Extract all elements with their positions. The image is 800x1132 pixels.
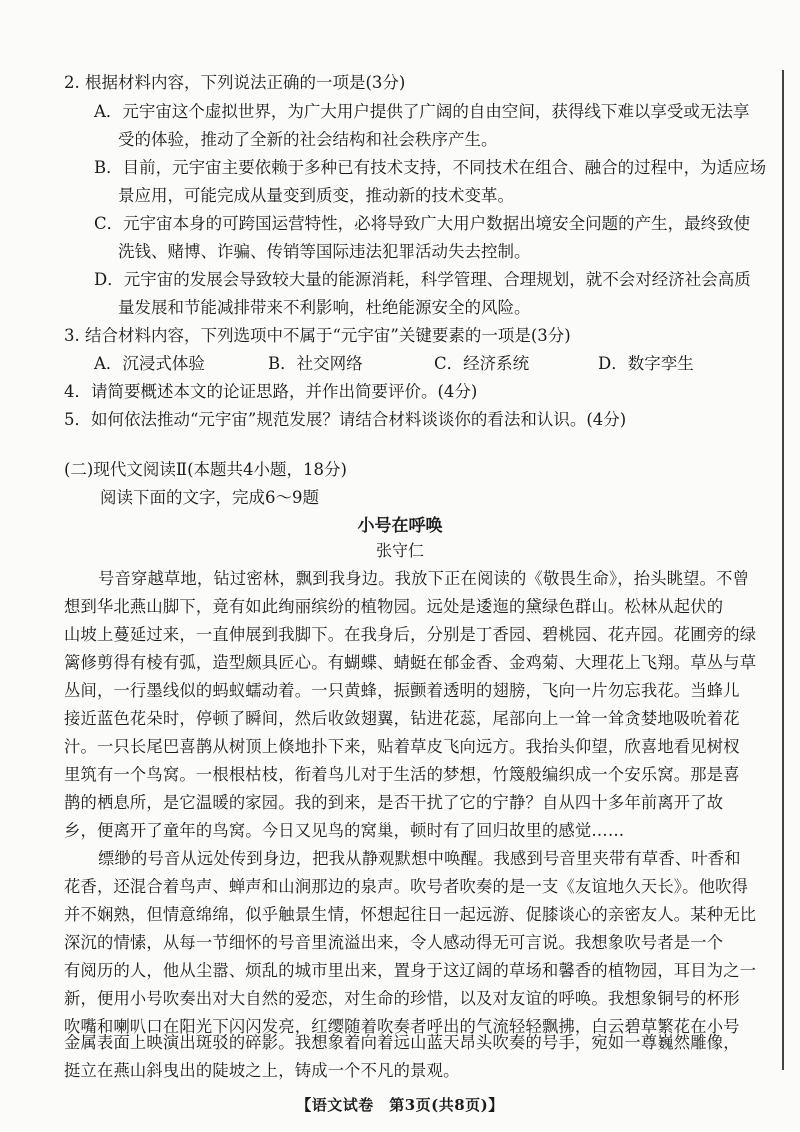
question-2-option-a-line2: 受的体验，推动了全新的社会结构和社会秩序产生。 — [118, 130, 498, 149]
article-line: 吹嘴和喇叭口在阳光下闪闪发亮，红缨随着吹奏者呼出的气流轻轻飘拂，白云碧草繁花在小号 — [64, 1017, 740, 1036]
question-3-option-b: B．社交网络 — [268, 354, 363, 373]
article-line: 乡，便离开了童年的鸟窝。今日又见鸟的窝巢，顿时有了回归故里的感觉…… — [64, 821, 625, 840]
section-heading: (二)现代文阅读Ⅱ(本题共4小题，18分) — [64, 460, 347, 479]
article-line: 丛间，一行墨线似的蚂蚁蠕动着。一只黄蜂，振颤着透明的翅膀，飞向一片勿忘我花。当蜂儿 — [64, 681, 740, 700]
article-line: 金属表面上映演出斑驳的碎影。我想象着向着远山蓝天昂头吹奏的号手，宛如一尊巍然雕像， — [64, 1033, 740, 1052]
article-line: 想到华北燕山脚下，竟有如此绚丽缤纷的植物园。远处是逶迤的黛绿色群山。松林从起伏的 — [64, 597, 724, 616]
question-3-option-c: C．经济系统 — [434, 354, 530, 373]
question-4: 4．请简要概述本文的论证思路，并作出简要评价。(4分) — [64, 382, 478, 401]
question-2-option-b-line2: 景应用，可能完成从量变到质变，推动新的技术变革。 — [118, 186, 514, 205]
article-line: 新，便用小号吹奏出对大自然的爱恋，对生命的珍惜，以及对友谊的呼唤。我想象铜号的杯形 — [64, 989, 740, 1008]
article-line: 鹊的栖息所，是它温暖的家园。我的到来，是否干扰了它的宁静？自从四十多年前离开了故 — [64, 793, 724, 812]
article-line: 里筑有一个鸟窝。一根根枯枝，衔着鸟儿对于生活的梦想，竹篾般编织成一个安乐窝。那是喜 — [64, 765, 740, 784]
question-2-option-b-line1: B．目前，元宇宙主要依赖于多种已有技术支持，不同技术在组合、融合的过程中，为适应场 — [94, 158, 767, 177]
article-author: 张守仁 — [375, 541, 424, 560]
section-instruction: 阅读下面的文字，完成6～9题 — [100, 488, 319, 507]
question-2-stem: 2. 根据材料内容，下列说法正确的一项是(3分) — [64, 73, 406, 92]
question-3-option-a: A．沉浸式体验 — [94, 354, 205, 373]
question-2-option-d-line1: D．元宇宙的发展会导致较大量的能源消耗，科学管理、合理规划，就不会对经济社会高质 — [94, 270, 751, 289]
article-line: 号音穿越草地，钻过密林，飘到我身边。我放下正在阅读的《敬畏生命》，抬头眺望。不曾 — [98, 569, 750, 588]
article-line: 接近蓝色花朵时，停顿了瞬间，然后收敛翅翼，钻进花蕊，尾部向上一耸一耸贪婪地吸吮着花 — [64, 709, 740, 728]
article-line: 缥缈的号音从远处传到身边，把我从静观默想中唤醒。我感到号音里夹带有草香、叶香和 — [98, 849, 741, 868]
binding-rule — [782, 70, 784, 1070]
article-title: 小号在呼唤 — [357, 516, 443, 536]
article-line: 深沉的情愫，从每一节细怀的号音里流溢出来，令人感动得无可言说。我想象吹号者是一个 — [64, 933, 724, 952]
question-2-option-a-line1: A．元宇宙这个虚拟世界，为广大用户提供了广阔的自由空间，获得线下难以享受或无法享 — [94, 102, 750, 121]
article-line: 篱修剪得有棱有弧，造型颇具匠心。有蝴蝶、蜻蜓在郁金香、金鸡菊、大理花上飞翔。草丛与草 — [64, 653, 757, 672]
page-footer: 【语文试卷 第3页(共8页)】 — [296, 1096, 504, 1114]
question-2-option-d-line2: 量发展和节能减排带来不利影响，杜绝能源安全的风险。 — [118, 298, 531, 317]
article-line: 汁。一只长尾巴喜鹊从树顶上倏地扑下来，贴着草皮飞向远方。我抬头仰望，欣喜地看见树杈 — [64, 737, 740, 756]
question-3-stem: 3. 结合材料内容，下列选项中不属于“元宇宙”关键要素的一项是(3分) — [64, 326, 571, 345]
article-line: 挺立在燕山斜曳出的陡坡之上，铸成一个不凡的景观。 — [64, 1061, 460, 1080]
question-3-option-d: D．数字孪生 — [598, 354, 694, 373]
question-5: 5．如何依法推动“元宇宙”规范发展？请结合材料谈谈你的看法和认识。(4分) — [64, 410, 627, 429]
article-line: 并不娴熟，但情意绵绵，似乎触景生情，怀想起往日一起远游、促膝谈心的亲密友人。某种无比 — [64, 905, 757, 924]
question-2-option-c-line2: 洗钱、赌博、诈骗、传销等国际违法犯罪活动失去控制。 — [118, 242, 531, 261]
article-line: 花香，还混合着鸟声、蝉声和山涧那边的泉声。吹号者吹奏的是一支《友谊地久天长》。他吹得 — [64, 877, 749, 896]
question-2-option-c-line1: C．元宇宙本身的可跨国运营特性，必将导致广大用户数据出境安全问题的产生，最终致使 — [94, 214, 751, 233]
article-line: 山坡上蔓延过来，一直伸展到我脚下。在我身后，分别是丁香园、碧桃园、花卉园。花圃旁的绿 — [64, 625, 757, 644]
article-line: 有阅历的人，他从尘嚣、烦乱的城市里出来，置身于这辽阔的草场和馨香的植物园，耳目为之一 — [64, 961, 757, 980]
